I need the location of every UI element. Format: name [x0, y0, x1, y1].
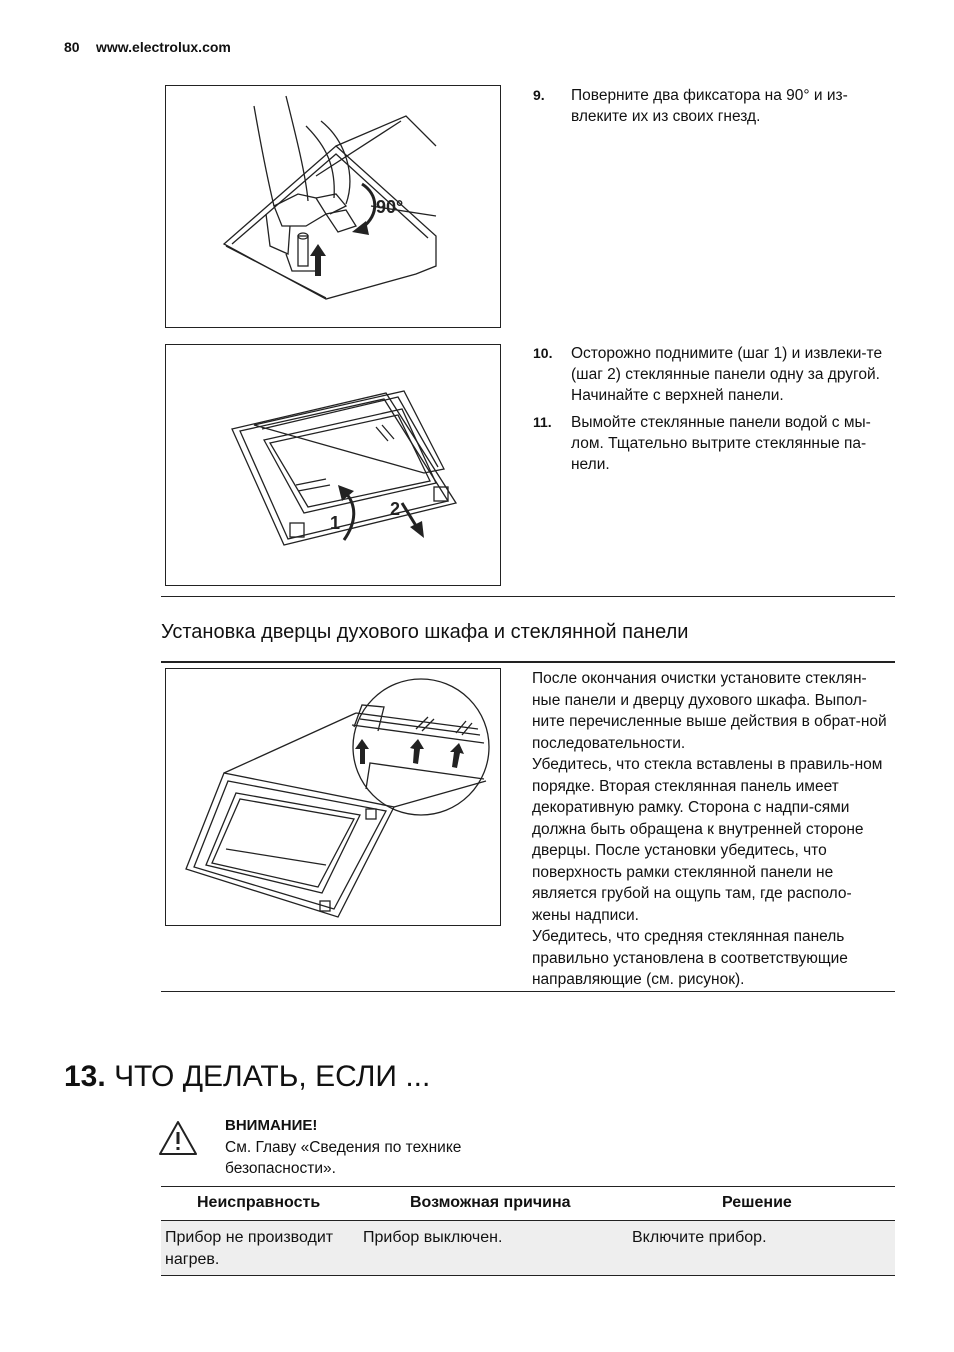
step1-label: 1 [330, 513, 341, 533]
warning-title: ВНИМАНИЕ! [225, 1117, 318, 1134]
step2-label: 2 [390, 499, 401, 519]
section-divider-top [161, 596, 895, 597]
step-number: 10. [533, 345, 553, 361]
chapter-number: 13. [64, 1060, 106, 1093]
table-row [161, 1221, 895, 1275]
warning-icon [158, 1120, 198, 1161]
page-number: 80 [64, 39, 80, 55]
section-divider [161, 661, 895, 663]
column-header-solution: Решение [722, 1194, 792, 1211]
angle-label: 90° [376, 197, 404, 217]
paragraph: Убедитесь, что стекла вставлены в правиль-ном порядке. Вторая стеклянная панель имеет декоративную рамку. Сторона с надпи-сями должна быть обращена к внутренней стороне дверцы. После установки убедитесь, что поверхность рамки стеклянной панели не является грубой на ощупь там, где располо-жены надписи. [532, 756, 883, 924]
website-url: www.electrolux.com [96, 39, 231, 55]
column-header-fault: Неисправность [197, 1194, 321, 1211]
step-10 [533, 343, 889, 406]
chapter-heading [64, 1060, 430, 1094]
step-9 [533, 85, 889, 127]
installation-instructions [532, 668, 888, 991]
chapter-title: ЧТО ДЕЛАТЬ, ЕСЛИ ... [114, 1060, 431, 1093]
table-bottom-border [161, 1275, 895, 1276]
step-number: 11. [533, 414, 552, 430]
cell-solution: Включите прибор. [632, 1229, 767, 1246]
paragraph: После окончания очистки установите стеклян-ные панели и дверцу духового шкафа. Выпол-ните перечисленные выше действия в обрат-ной последовательности. [532, 670, 887, 752]
figure-door-installation [165, 668, 501, 926]
paragraph: Убедитесь, что средняя стеклянная панель правильно установлена в соответствующие направляющие (см. рисунок). [532, 928, 848, 988]
cell-cause: Прибор выключен. [363, 1229, 503, 1246]
cell-fault: Прибор не производит нагрев. [165, 1229, 334, 1268]
step-text: Вымойте стеклянные панели водой с мы-лом. Тщательно вытрите стеклянные па-нели. [571, 414, 871, 473]
step-text: Поверните два фиксатора на 90° и из-влеките их из своих гнезд. [571, 87, 848, 125]
figure-glass-panel-removal [165, 344, 501, 586]
column-header-cause: Возможная причина [410, 1194, 571, 1211]
section-heading: Установка дверцы духового шкафа и стеклянной панели [161, 621, 689, 643]
warning-text: См. Главу «Сведения по технике безопасности». [225, 1139, 462, 1177]
step-text: Осторожно поднимите (шаг 1) и извлеки-те (шаг 2) стеклянные панели одну за другой. Начинайте с верхней панели. [571, 345, 883, 404]
troubleshooting-table-header [161, 1187, 895, 1221]
section-divider-bottom [161, 991, 895, 992]
figure-retainer-rotation [165, 85, 501, 328]
step-number: 9. [533, 87, 545, 103]
step-11 [533, 412, 889, 475]
